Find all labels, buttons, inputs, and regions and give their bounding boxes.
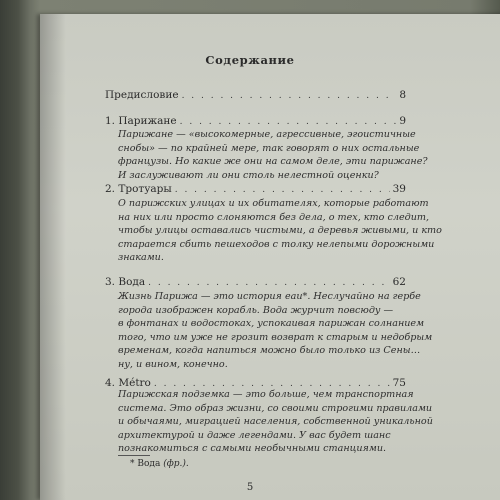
- toc-entry-page: 39: [392, 183, 406, 195]
- description-line: система. Это образ жизни, со своими строгими правилами: [118, 402, 433, 414]
- toc-entry-title: 4. Métro: [105, 377, 151, 389]
- toc-entry-sidewalks: [105, 183, 406, 197]
- toc-entry-page: 62: [392, 276, 406, 288]
- description-line: ну, и вином, конечно.: [118, 358, 228, 370]
- water-line-text: Жизнь Парижа — это история eau*. Неслучайно на гербе: [118, 291, 421, 302]
- description-line: знаками.: [118, 252, 164, 264]
- description-line: старается сбить пешеходов с толку нелепыми дорожными: [118, 238, 435, 250]
- description-line: Парижская подземка — это больше, чем транспортная: [118, 389, 414, 400]
- description-line: города изображен корабль. Вода журчит повсюду —: [118, 304, 394, 316]
- description-line: архитектурой и даже легендами. У вас будет шанс: [118, 429, 391, 441]
- toc-entry-description: [118, 128, 428, 182]
- toc-entry-title: 1. Парижане: [105, 115, 177, 127]
- description-line: познакомиться с самыми необычными станциями.: [118, 443, 387, 455]
- description-line: О парижских улицах и их обитателях, которые работают: [118, 198, 429, 209]
- description-line: [118, 290, 421, 304]
- description-line: на них или просто слоняются без дела, о тех, кто следит,: [118, 211, 430, 223]
- toc-entry-title: Предисловие: [105, 89, 179, 101]
- toc-entry-preface: [105, 89, 406, 103]
- page-number: 5: [246, 482, 254, 493]
- description-line: временам, когда напиться можно было только из Сены…: [118, 345, 421, 357]
- description-line: чтобы улицы оставались чистыми, а деревья живыми, и кто: [118, 225, 442, 237]
- toc-entry-page: 75: [392, 377, 406, 389]
- dot-leader: [175, 185, 390, 195]
- description-line: и обычаями, миграцией населения, собственной уникальной: [118, 416, 433, 428]
- description-line: Парижане — «высокомерные, агрессивные, эгоистичные: [118, 129, 416, 140]
- toc-entry-title: 2. Тротуары: [105, 183, 172, 195]
- description-line: французы. Но какие же они на самом деле, эти парижане?: [118, 156, 428, 168]
- toc-entry-page: 9: [399, 115, 406, 127]
- description-line: в фонтанах и водостоках, успокаивая парижан солнанием: [118, 318, 425, 330]
- dot-leader: [182, 91, 397, 101]
- description-line: И заслуживают ли они столь нелестной оценки?: [118, 169, 379, 181]
- toc-entry-parisians: [105, 115, 406, 129]
- footnote: [130, 459, 189, 469]
- footnote-note: (фр.).: [163, 459, 189, 469]
- toc-entry-description: [118, 290, 433, 372]
- dot-leader: [180, 117, 397, 127]
- description-line: того, что им уже не грозит возврат к старым и недобрым: [118, 331, 433, 343]
- footnote-rule: [118, 455, 150, 456]
- toc-entry-description: [118, 197, 442, 265]
- footnote-marker: *: [130, 459, 135, 469]
- dot-leader: [148, 278, 390, 288]
- description-line: снобы» — по крайней мере, так говорят о них остальные: [118, 142, 420, 154]
- toc-entry-water: [105, 276, 406, 290]
- footnote-text: Вода: [137, 459, 161, 469]
- toc-entry-title: 3. Вода: [105, 276, 146, 288]
- toc-entry-description: [118, 388, 433, 456]
- contents-heading: Содержание: [205, 53, 295, 67]
- toc-entry-page: 8: [399, 89, 406, 101]
